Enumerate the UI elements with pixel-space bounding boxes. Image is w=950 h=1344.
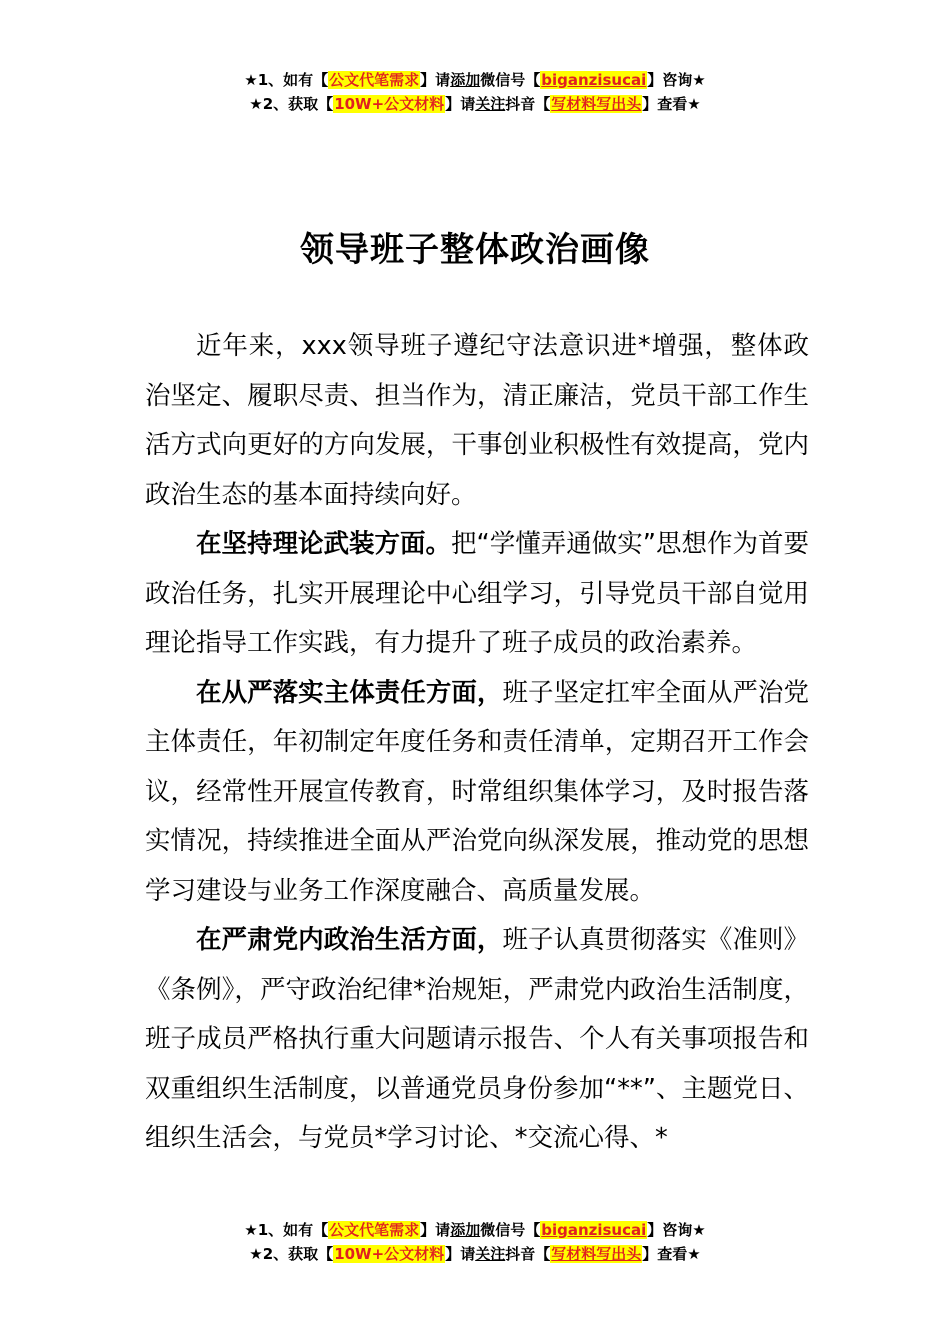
banner-text: 】请 [445,95,476,113]
paragraph-text: 班子认真贯彻落实《准则》《条例》，严守政治纪律*治规矩，严肃党内政治生活制度，班子成员严格执行重大问题请示报告、个人有关事项报告和双重组织生活制度，以普通党员身份参加“**”、主题党日、组织生活会，与党员*学习讨论、*交流心得、* [145,925,809,1153]
paragraph-lead: 在坚持理论武装方面。 [196,529,452,559]
highlight-tag: 10W+公文材料 [334,95,445,113]
banner-text: 】请 [445,1245,476,1263]
banner-text: 】请 [420,71,451,89]
banner-line-1 [0,68,950,92]
paragraph [145,669,809,917]
banner-text: ★1、如有【 [244,71,329,89]
banner-text: 微信号【 [480,1221,541,1239]
paragraph [145,520,809,669]
wechat-id-tag: biganzisucai [541,71,647,89]
banner-text: ★2、获取【 [249,95,334,113]
banner-text: 】请 [420,1221,451,1239]
banner-emphasis: 添加 [450,1221,481,1239]
banner-emphasis: 关注 [475,95,506,113]
paragraph-lead: 在严肃党内政治生活方面， [196,925,503,955]
banner-text: 抖音【 [505,95,551,113]
paragraph-text: 把“学懂弄通做实”思想作为首要政治任务，扎实开展理论中心组学习，引导党员干部自觉用理论指导工作实践，有力提升了班子成员的政治素养。 [145,529,809,658]
banner-line-2 [0,92,950,116]
paragraph-lead: 在从严落实主体责任方面， [196,677,503,708]
footer-banner [0,1218,950,1266]
banner-text: 】咨询★ [647,1221,706,1239]
header-banner [0,68,950,116]
banner-text: ★2、获取【 [249,1245,334,1263]
banner-text: 】查看★ [642,95,701,113]
banner-text: 】咨询★ [647,71,706,89]
document-body [145,322,809,1164]
banner-text: 】查看★ [642,1245,701,1263]
paragraph [145,916,809,1164]
douyin-id-tag: 写材料写出头 [551,1245,642,1263]
highlight-tag: 10W+公文材料 [334,1245,445,1263]
banner-line-2 [0,1242,950,1266]
banner-text: ★1、如有【 [244,1221,329,1239]
paragraph-text: 班子坚定扛牢全面从严治党主体责任，年初制定年度任务和责任清单，定期召开工作会议，经常性开展宣传教育，时常组织集体学习，及时报告落实情况，持续推进全面从严治党向纵深发展，推动党的思想学习建设与业务工作深度融合、高质量发展。 [145,677,809,906]
douyin-id-tag: 写材料写出头 [551,95,642,113]
paragraph [145,322,809,520]
banner-text: 抖音【 [505,1245,551,1263]
highlight-tag: 公文代笔需求 [329,71,420,89]
paragraph-text: 近年来，xxx领导班子遵纪守法意识进*增强，整体政治坚定、履职尽责、担当作为，清正廉洁，党员干部工作生活方式向更好的方向发展，干事创业积极性有效提高，党内政治生态的基本面持续向好。 [145,331,809,510]
highlight-tag: 公文代笔需求 [329,1221,420,1239]
banner-emphasis: 关注 [475,1245,506,1263]
banner-emphasis: 添加 [450,71,481,89]
banner-line-1 [0,1218,950,1242]
banner-text: 微信号【 [480,71,541,89]
wechat-id-tag: biganzisucai [541,1221,647,1239]
document-title: 领导班子整体政治画像 [300,230,650,270]
